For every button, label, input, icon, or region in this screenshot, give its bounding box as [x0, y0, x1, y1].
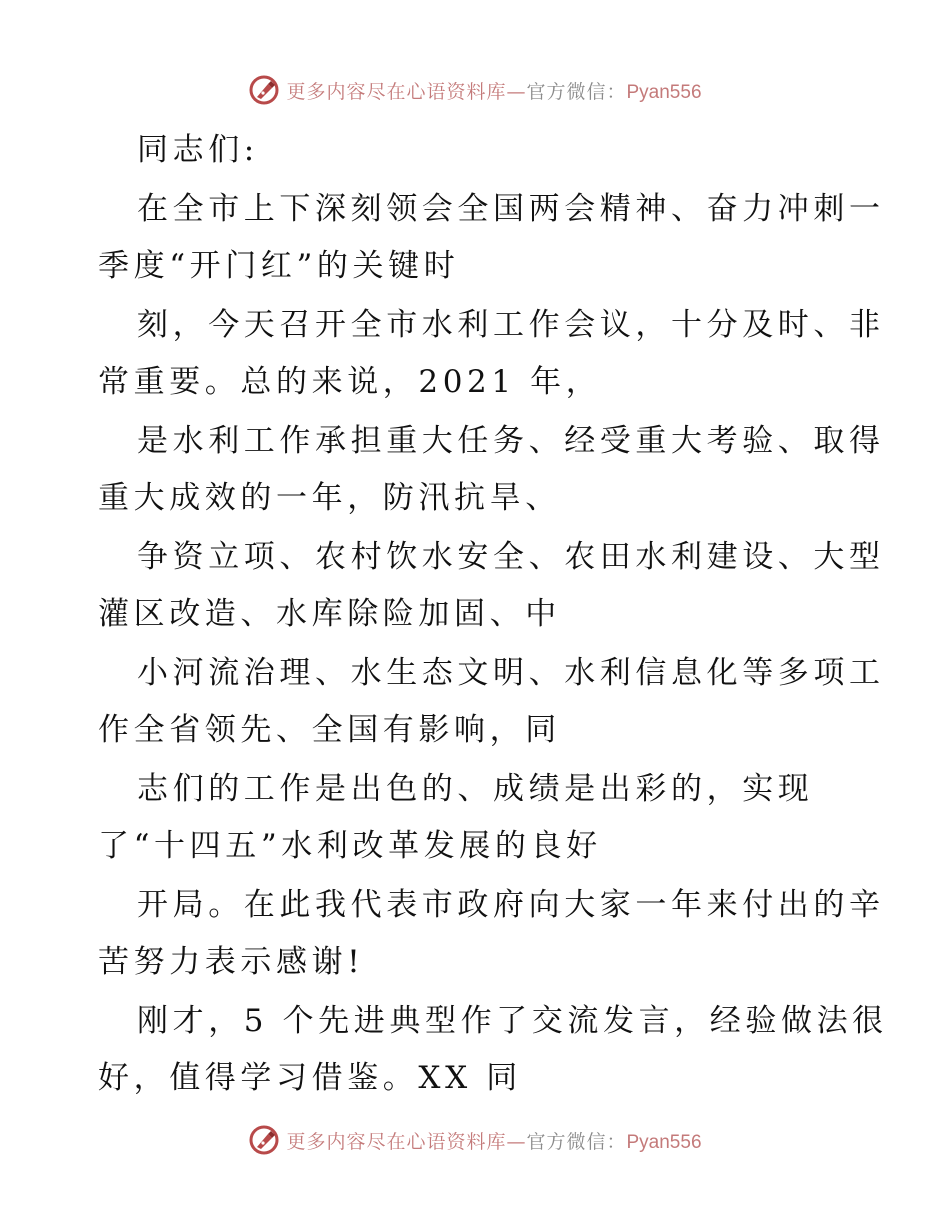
doc-line: 开局。在此我代表市政府向大家一年来付出的辛: [137, 887, 885, 923]
doc-line: 了“十四五”水利改革发展的良好: [98, 828, 602, 864]
pen-nib-logo-icon: [248, 1124, 280, 1156]
doc-line: 志们的工作是出色的、成绩是出彩的，实现: [137, 771, 814, 807]
doc-line: 常重要。总的来说，2021 年，: [98, 364, 602, 400]
doc-line: 作全省领先、全国有影响，同: [98, 712, 561, 748]
doc-line: 重大成效的一年，防汛抗旱、: [98, 480, 561, 516]
footer-watermark: [0, 1120, 950, 1160]
doc-line: 在全市上下深刻领会全国两会精神、奋力冲刺一: [137, 191, 885, 227]
watermark-text: 更多内容尽在心语资料库—官方微信：Pyan556: [286, 1130, 702, 1153]
doc-line: 同志们:: [137, 132, 259, 168]
doc-line: 是水利工作承担重大任务、经受重大考验、取得: [137, 423, 885, 459]
doc-line: 小河流治理、水生态文明、水利信息化等多项工: [137, 655, 885, 691]
doc-line: 好，值得学习借鉴。XX 同: [98, 1060, 522, 1096]
doc-line: 争资立项、农村饮水安全、农田水利建设、大型: [137, 539, 885, 575]
doc-line: 苦努力表示感谢!: [98, 944, 365, 980]
doc-line: 刻，今天召开全市水利工作会议，十分及时、非: [137, 307, 885, 343]
doc-line: 刚才，5 个先进典型作了交流发言，经验做法很: [137, 1003, 888, 1039]
doc-line: 灌区改造、水库除险加固、中: [98, 596, 561, 632]
watermark-text: 更多内容尽在心语资料库—官方微信：Pyan556: [286, 80, 702, 103]
doc-line: 季度“开门红”的关键时: [98, 248, 460, 284]
